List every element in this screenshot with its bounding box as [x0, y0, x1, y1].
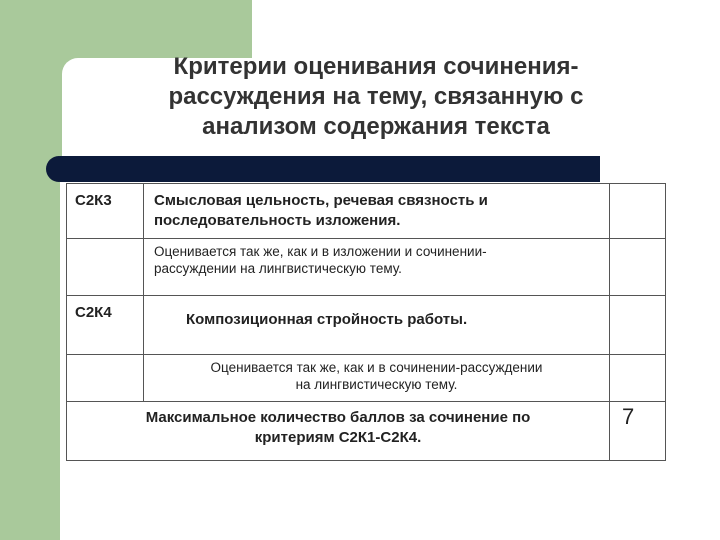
k3-note-line-1: Оценивается так же, как и в изложении и сочинении-	[154, 244, 487, 259]
k3-note-line-2: рассуждении на лингвистическую тему.	[154, 261, 402, 276]
k3-note-spacer-cell	[66, 238, 144, 296]
k4-code: С2К4	[75, 304, 112, 321]
k4-criterion-cell	[143, 295, 610, 355]
k3-score-cell	[609, 183, 666, 239]
k4-note-spacer-cell	[66, 354, 144, 402]
max-score-value-cell	[609, 401, 666, 461]
k4-note-score-cell	[609, 354, 666, 402]
title-line-3: анализом содержания текста	[202, 113, 550, 140]
k4-note-line-2: на лингвистическую тему.	[295, 377, 458, 392]
title-line-1: Критерии оценивания сочинения-	[173, 53, 579, 80]
k3-note-cell	[143, 238, 610, 296]
title-line-2: рассуждения на тему, связанную с	[168, 83, 584, 110]
k3-criterion-cell	[143, 183, 610, 239]
k4-code-cell	[66, 295, 144, 355]
k4-note-cell	[143, 354, 610, 402]
k3-code: С2К3	[75, 192, 112, 209]
max-score-line-1: Максимальное количество баллов за сочинение по	[145, 409, 531, 426]
max-score-label-cell	[66, 401, 610, 461]
k4-criterion: Композиционная стройность работы.	[186, 311, 468, 328]
decorative-side-strip	[0, 0, 60, 540]
max-score-line-2: критериям С2К1-С2К4.	[254, 429, 422, 446]
criteria-table	[66, 183, 666, 461]
max-score-value: 7	[622, 404, 635, 429]
k3-note-score-cell	[609, 238, 666, 296]
k3-code-cell	[66, 183, 144, 239]
k4-score-cell	[609, 295, 666, 355]
title-underline-bar	[60, 156, 600, 182]
k3-criterion-line-1: Смысловая цельность, речевая связность и	[154, 192, 488, 209]
slide-title	[96, 52, 656, 142]
k4-note-line-1: Оценивается так же, как и в сочинении-рассуждении	[210, 360, 543, 375]
k3-criterion-line-2: последовательность изложения.	[154, 212, 401, 229]
